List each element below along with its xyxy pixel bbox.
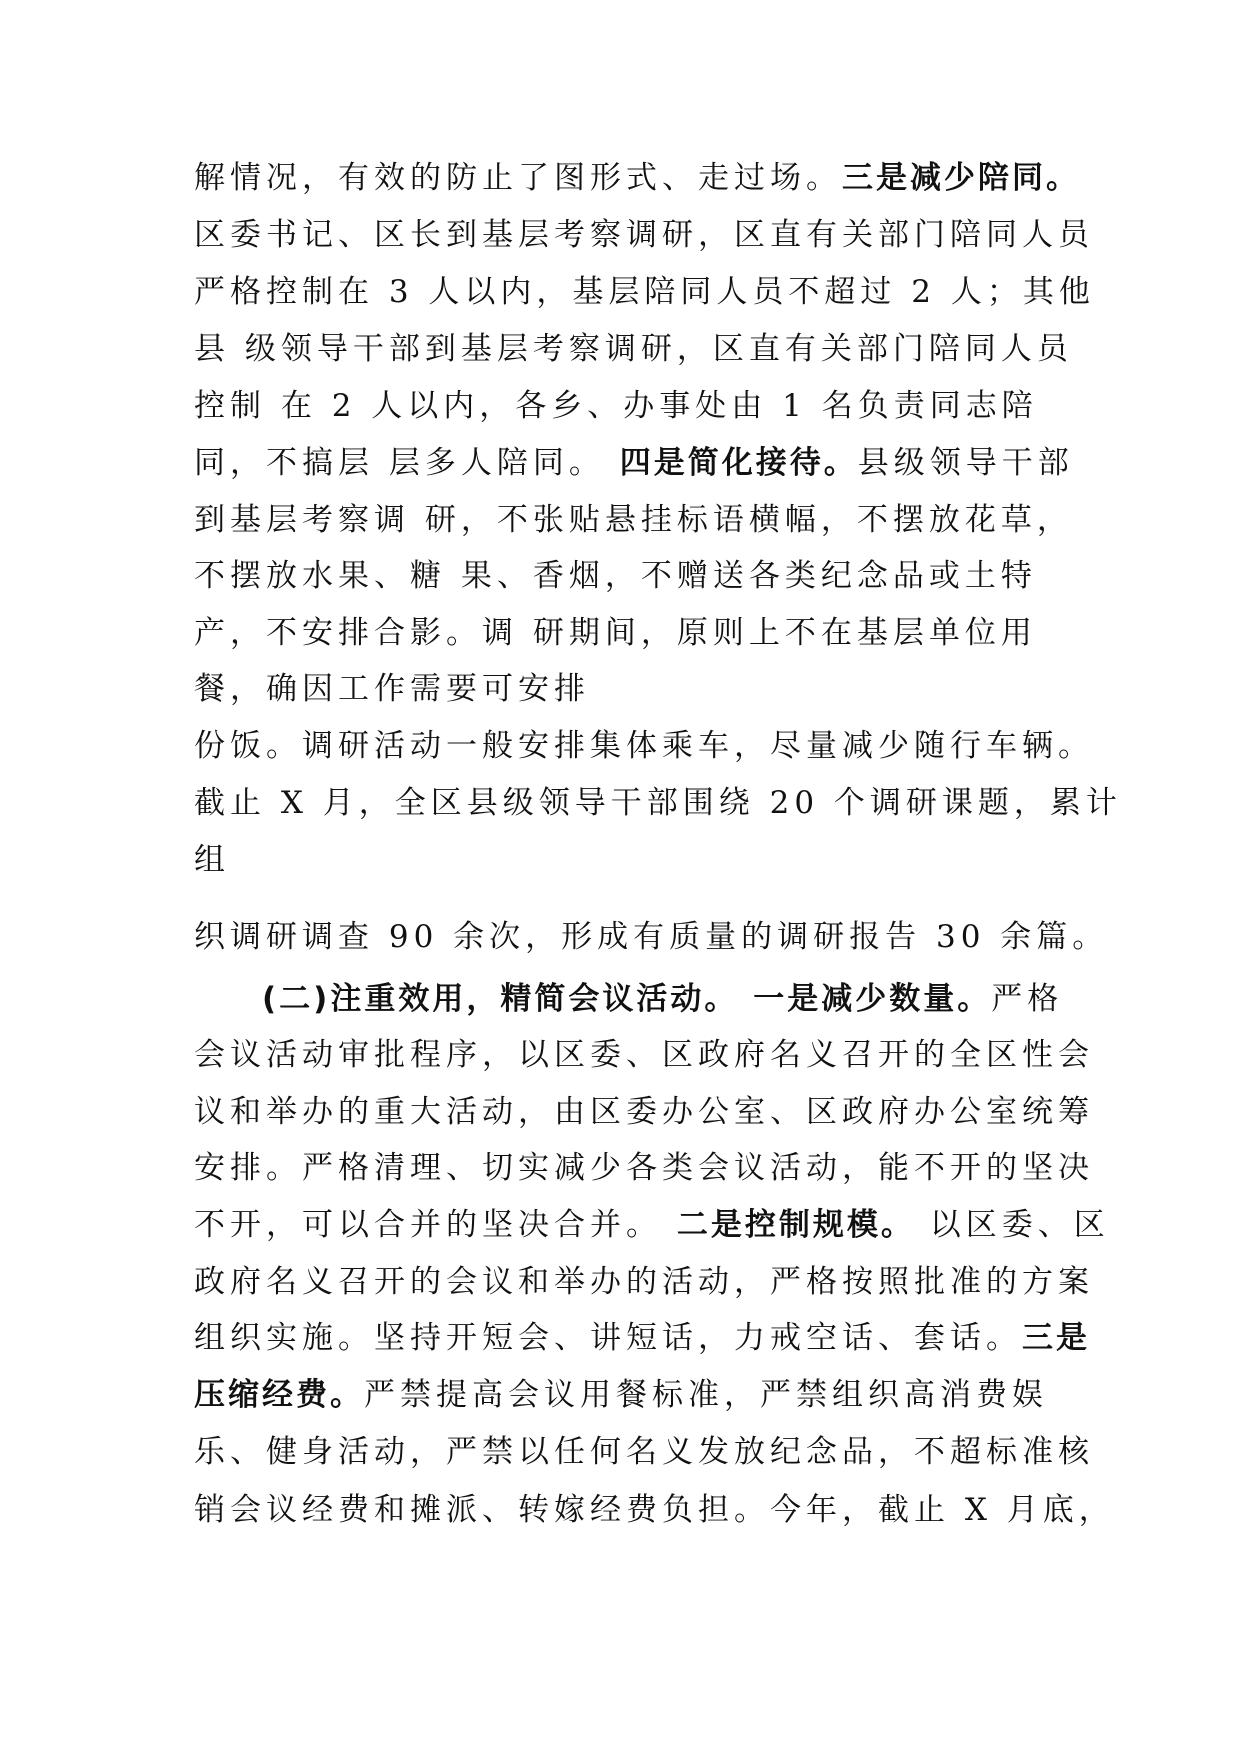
bold-heading-text: 二是控制规模。 [676,1207,915,1243]
body-text: 解情况，有效的防止了图形式、走过场。 [194,160,842,196]
body-text: 县级领导干部 [857,445,1074,481]
text-line [194,1035,1094,1075]
body-text: 议和举办的重大活动，由区委办公室、区政府办公室统筹 [194,1094,1094,1130]
body-text: 同，不搞层 层多人陪同。 [194,445,620,481]
body-text: 区委书记、区长到基层考察调研，区直有关部门陪同人员 [194,217,1094,253]
body-text: 严格控制在 3 人以内，基层陪同人员不超过 2 人；其他 [194,274,1095,310]
text-line [194,215,1094,255]
text-line [194,726,1094,766]
body-text: 组织实施。坚持开短会、讲短话，力戒空话、套话。 [194,1320,1022,1356]
body-text: 乐、健身活动，严禁以任何名义发放纪念品，不超标准核 [194,1434,1094,1470]
text-line [194,1205,1110,1245]
bold-heading-text: 三是减少陪同。 [842,160,1080,196]
body-text: 不开，可以合并的坚决合并。 [194,1207,677,1243]
text-line [194,840,230,880]
text-line [194,783,1122,823]
bold-heading-text: 一是减少数量。 [753,981,992,1017]
bold-heading-text: 压缩经费。 [194,1377,364,1413]
body-text: 安排。严格清理、切实减少各类会议活动，能不开的坚决 [194,1150,1094,1186]
body-text: 组 [194,842,230,878]
text-line [194,1432,1094,1472]
text-line [194,556,1037,596]
body-text [738,981,753,1017]
body-text: 截止 X 月，全区县级领导干部围绕 20 个调研课题，累计 [194,785,1122,821]
body-text: 到基层考察调 研，不张贴悬挂标语横幅，不摆放花草， [194,502,1073,538]
body-text: 不摆放水果、糖 果、香烟，不赠送各类纪念品或土特 [194,558,1037,594]
body-text: 份饭。调研活动一般安排集体乘车，尽量减少随行车辆。 [194,728,1094,764]
text-line [194,158,1080,198]
text-line [194,272,1095,312]
text-line [194,917,1108,957]
bold-heading-text: 三是 [1022,1320,1090,1356]
text-line [194,669,590,709]
text-line [194,1318,1090,1358]
body-text: 控制 在 2 人以内，各乡、办事处由 1 名负责同志陪 [194,388,1038,424]
text-line [194,1148,1094,1188]
text-line [194,386,1038,426]
body-text: 以区委、区 [914,1207,1110,1243]
text-line [194,1375,1048,1415]
text-line [262,979,1063,1019]
text-line [194,1262,1094,1302]
text-line [194,443,1074,483]
text-line [194,1092,1094,1132]
body-text: 产，不安排合影。调 研期间，原则上不在基层单位用 [194,615,1037,651]
body-text: 严禁提高会议用餐标准，严禁组织高消费娱 [364,1377,1048,1413]
body-text: 严格 [991,981,1064,1017]
body-text: 县 级领导干部到基层考察调研，区直有关部门陪同人员 [194,331,1073,367]
bold-heading-text: 四是简化接待。 [619,445,858,481]
body-text: 餐，确因工作需要可安排 [194,671,590,707]
bold-heading-text: (二)注重效用，精简会议活动。 [262,981,739,1017]
text-line [194,613,1037,653]
text-line [194,329,1073,369]
body-text: 会议活动审批程序，以区委、区政府名义召开的全区性会 [194,1037,1094,1073]
text-line [194,1490,1115,1530]
text-line [194,500,1073,540]
body-text: 织调研调查 90 余次，形成有质量的调研报告 30 余篇。 [194,919,1109,955]
body-text: 政府名义召开的会议和举办的活动，严格按照批准的方案 [194,1264,1094,1300]
body-text: 销会议经费和摊派、转嫁经费负担。今年，截止 X 月底， [194,1492,1115,1528]
